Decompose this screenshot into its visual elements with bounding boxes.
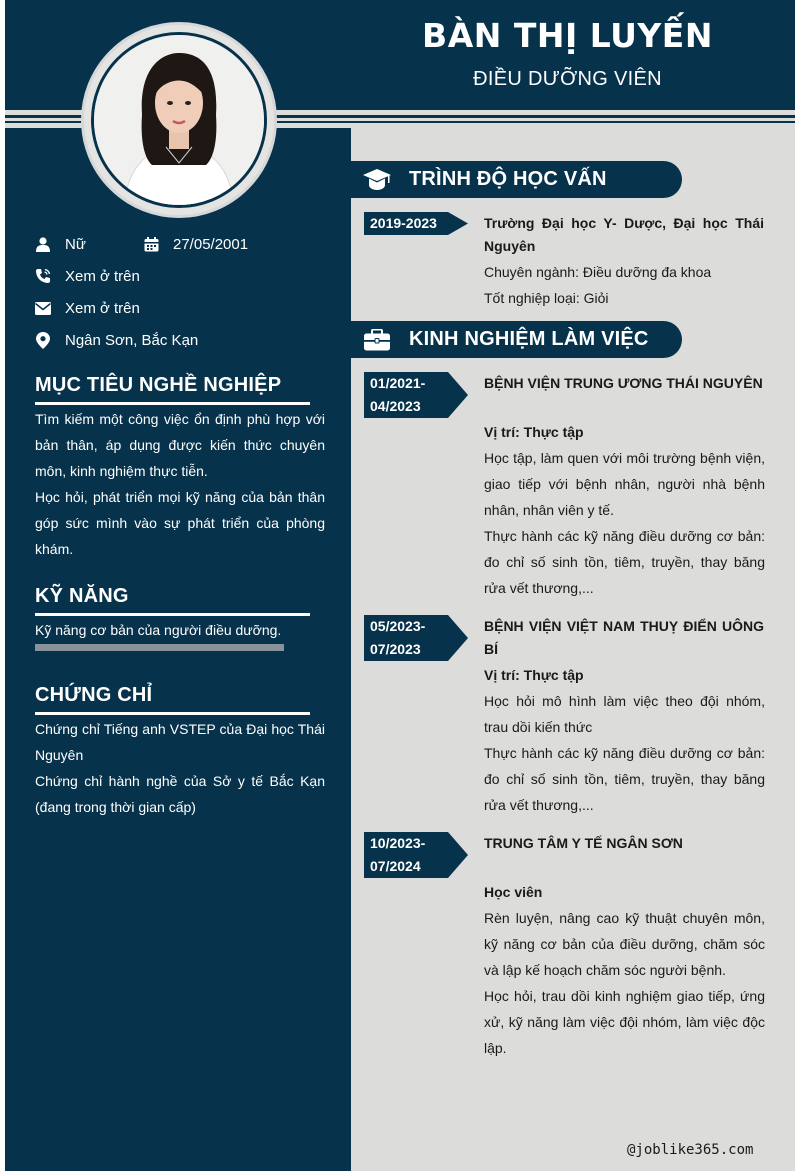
education-school: Trường Đại học Y- Dược, Đại học Thái Nguyên — [484, 215, 764, 254]
skills-heading: KỸ NĂNG — [35, 585, 129, 607]
briefcase-icon — [363, 326, 391, 354]
skill-label: Kỹ năng cơ bản của người điều dưỡng. — [35, 622, 282, 638]
job-date-end: 07/2024 — [370, 858, 421, 874]
job-date-start: 05/2023- — [370, 618, 426, 634]
education-grade: Tốt nghiệp loại: Giỏi — [484, 290, 609, 306]
certificates-text — [35, 716, 325, 820]
cv-page — [5, 0, 795, 1171]
skill-level-bar — [35, 644, 284, 651]
objective-heading: MỤC TIÊU NGHỀ NGHIỆP — [35, 374, 282, 396]
job-description: Thực hành các kỹ năng điều dưỡng cơ bản: đo chỉ số sinh tồn, tiêm, truyền, thay băng rửa vết thương,... — [484, 745, 765, 813]
job-date-tag — [364, 832, 464, 878]
education-date: 2019-2023 — [370, 215, 437, 231]
job-description: Học tập, làm quen với môi trường bệnh viện, giao tiếp với bệnh nhân, người nhà bệnh nhân, nhân viên y tế. — [484, 450, 765, 518]
job-description: Thực hành các kỹ năng điều dưỡng cơ bản: đo chỉ số sinh tồn, tiêm, truyền, thay băng rửa vết thương,... — [484, 528, 765, 596]
education-date-tag — [364, 212, 464, 235]
experience-section-header — [351, 321, 682, 358]
job-date-tag — [364, 372, 464, 418]
job-description: Học hỏi, trau dồi kinh nghiệm giao tiếp, ứng xử, kỹ năng làm việc đội nhóm, làm việc độc lập. — [484, 988, 765, 1056]
contact-email — [35, 297, 140, 319]
job-role: Vị trí: Thực tập — [484, 667, 584, 683]
birthday-value: 27/05/2001 — [173, 235, 249, 253]
job-date-end: 04/2023 — [370, 398, 421, 414]
skill-level-fill — [35, 644, 284, 651]
objective-text — [35, 406, 325, 562]
job-date-end: 07/2023 — [370, 641, 421, 657]
experience-heading: KINH NGHIỆM LÀM VIỆC — [409, 328, 649, 350]
email-value: Xem ở trên — [65, 299, 140, 317]
graduation-cap-icon — [363, 166, 391, 194]
gender-value: Nữ — [65, 235, 86, 253]
education-major: Chuyên ngành: Điều dưỡng đa khoa — [484, 264, 712, 280]
objective-paragraph: Tìm kiếm một công việc ổn định phù hợp với bản thân, áp dụng được kiến thức chuyên môn, kinh nghiệm thực tiễn. — [35, 411, 325, 479]
contact-gender — [35, 233, 86, 255]
candidate-name: BÀN THỊ LUYẾN — [422, 16, 713, 55]
contact-phone — [35, 265, 140, 287]
contact-address — [35, 329, 198, 351]
job-details — [484, 662, 765, 818]
job-date-start: 10/2023- — [370, 835, 426, 851]
job-company: TRUNG TÂM Y TẾ NGÂN SƠN — [484, 835, 683, 851]
footer-watermark: @joblike365.com — [627, 1142, 754, 1158]
job-description: Học hỏi mô hình làm việc theo đội nhóm, trau dồi kiến thức — [484, 693, 765, 735]
contact-birthday — [143, 233, 248, 255]
phone-value: Xem ở trên — [65, 267, 140, 285]
skills-rule — [35, 613, 310, 616]
map-pin-icon — [35, 332, 51, 348]
job-description: Rèn luyện, nâng cao kỹ thuật chuyên môn, kỹ năng cơ bản của điều dưỡng, chăm sóc và lập kế hoạch chăm sóc người bệnh. — [484, 910, 765, 978]
certificates-heading: CHỨNG CHỈ — [35, 684, 153, 706]
education-heading: TRÌNH ĐỘ HỌC VẤN — [409, 168, 607, 190]
job-details — [484, 419, 765, 601]
education-section-header — [351, 161, 682, 198]
objective-paragraph: Học hỏi, phát triển mọi kỹ năng của bản thân góp sức mình vào sự phát triển của phòng khám. — [35, 489, 325, 557]
job-date-start: 01/2021- — [370, 375, 426, 391]
job-role: Vị trí: Thực tập — [484, 424, 584, 440]
envelope-icon — [35, 300, 51, 316]
objective-rule — [35, 402, 310, 405]
phone-icon — [35, 268, 51, 284]
address-value: Ngân Sơn, Bắc Kạn — [65, 331, 199, 349]
job-company: BỆNH VIỆN VIỆT NAM THUỴ ĐIỂN UÔNG BÍ — [484, 618, 764, 657]
job-company: BỆNH VIỆN TRUNG ƯƠNG THÁI NGUYÊN — [484, 375, 763, 391]
certificate-item: Chứng chỉ hành nghề của Sở y tế Bắc Kạn (đang trong thời gian cấp) — [35, 773, 325, 815]
job-date-tag — [364, 615, 464, 661]
certificates-rule — [35, 712, 310, 715]
calendar-icon — [143, 236, 159, 252]
profile-photo — [91, 32, 267, 208]
education-details — [484, 259, 765, 311]
certificate-item: Chứng chỉ Tiếng anh VSTEP của Đại học Thái Nguyên — [35, 721, 325, 763]
job-role: Học viên — [484, 884, 543, 900]
user-icon — [35, 236, 51, 252]
job-details — [484, 879, 765, 1061]
candidate-job-title: ĐIỀU DƯỠNG VIÊN — [473, 68, 662, 90]
avatar — [81, 22, 277, 218]
